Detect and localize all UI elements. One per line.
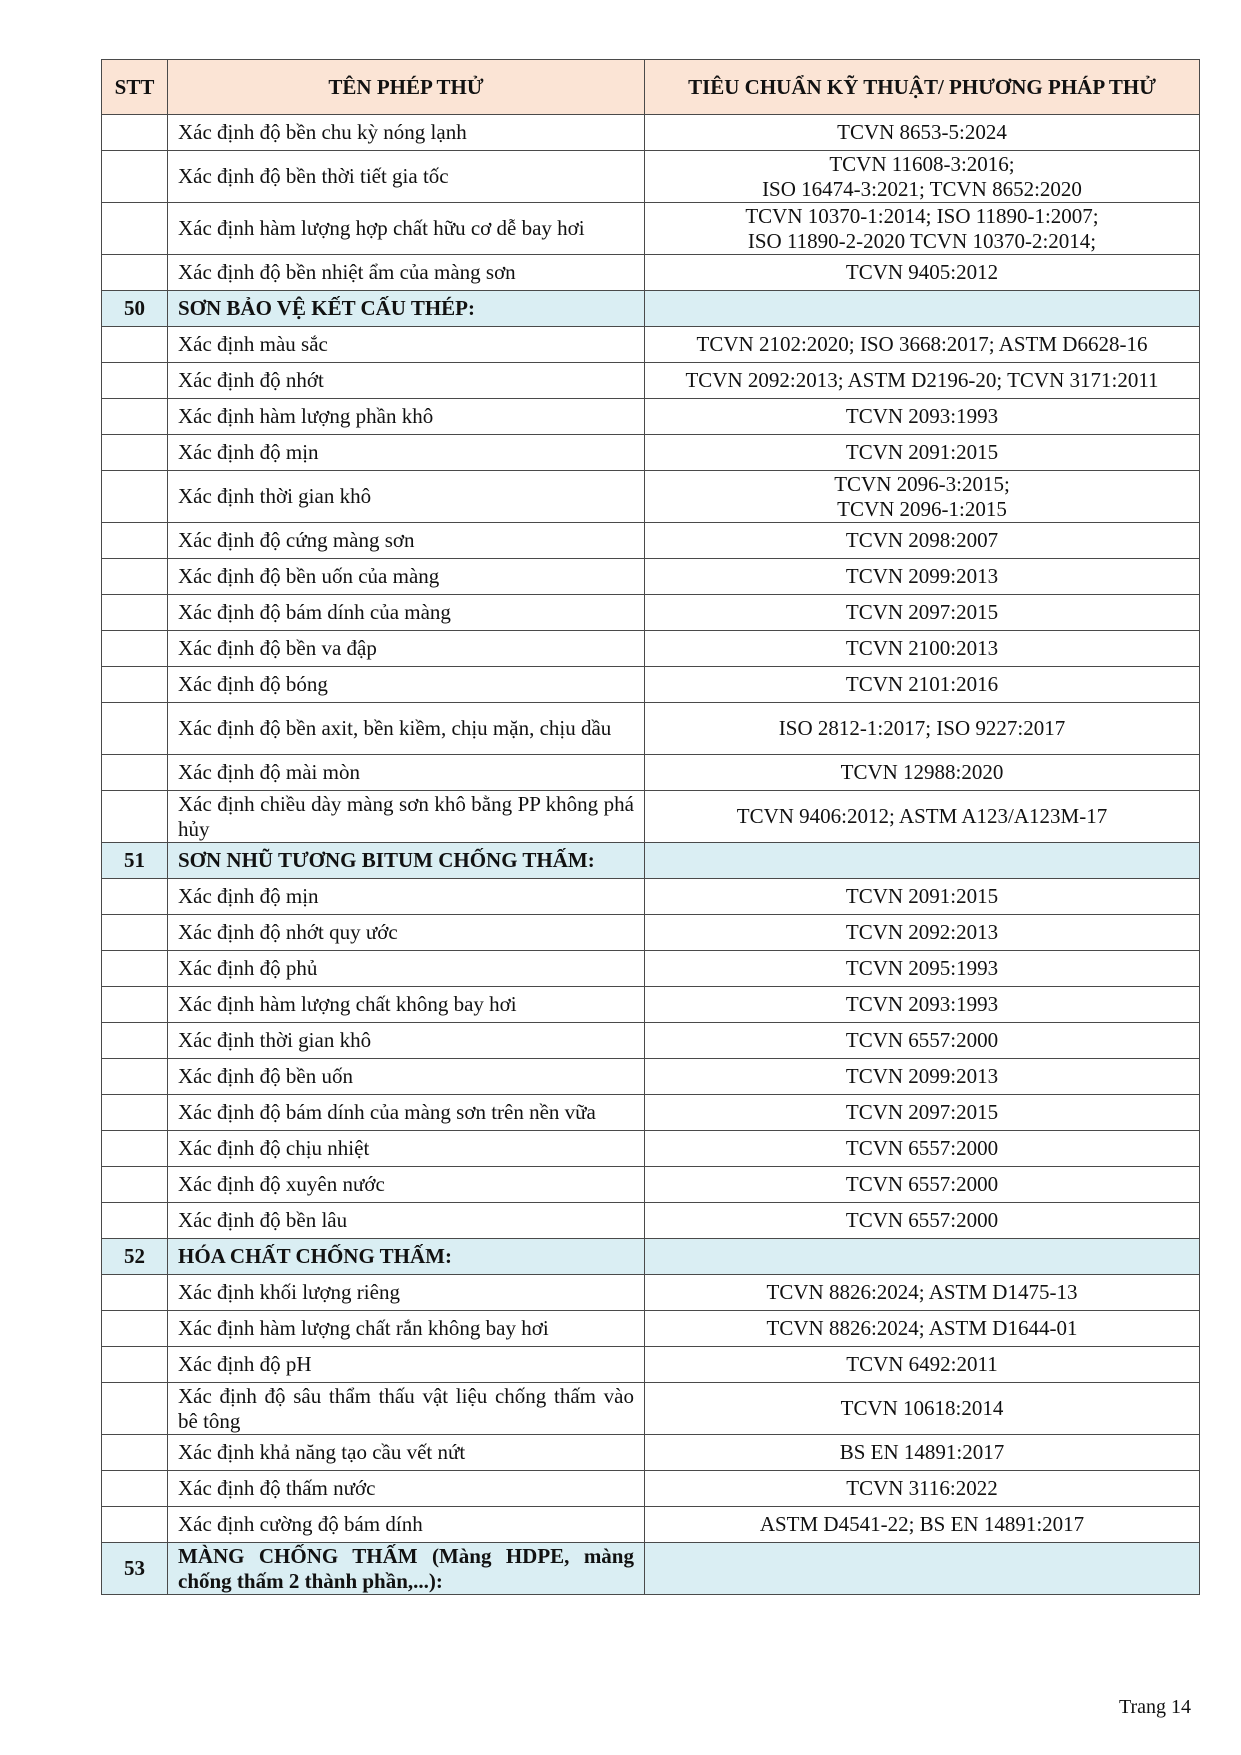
- table-row: [102, 559, 1200, 595]
- cell-test-name: Xác định độ bền axit, bền kiềm, chịu mặn, chịu dầu: [168, 703, 645, 755]
- cell-test-name: Xác định độ chịu nhiệt: [168, 1131, 645, 1167]
- cell-test-name: Xác định độ mịn: [168, 879, 645, 915]
- standard-line: TCVN 2101:2016: [845, 672, 999, 696]
- cell-stt: [102, 203, 168, 255]
- cell-standard: [645, 1543, 1200, 1595]
- standard-line: TCVN 2099:2013: [845, 1064, 999, 1088]
- cell-stt: [102, 1275, 168, 1311]
- cell-test-name: Xác định độ bóng: [168, 667, 645, 703]
- cell-stt: [102, 471, 168, 523]
- cell-test-name: Xác định độ nhớt: [168, 363, 645, 399]
- standard-line: TCVN 6557:2000: [845, 1172, 999, 1196]
- cell-test-name: Xác định độ bền chu kỳ nóng lạnh: [168, 115, 645, 151]
- cell-test-name: Xác định màu sắc: [168, 327, 645, 363]
- standard-line: TCVN 12988:2020: [840, 760, 1004, 784]
- cell-standard: [645, 203, 1200, 255]
- table-row: [102, 631, 1200, 667]
- cell-standard: [645, 879, 1200, 915]
- table-row: [102, 915, 1200, 951]
- table-row: [102, 755, 1200, 791]
- cell-standard: [645, 1023, 1200, 1059]
- cell-test-name: Xác định độ bền uốn: [168, 1059, 645, 1095]
- cell-stt: [102, 703, 168, 755]
- header-standard: TIÊU CHUẨN KỸ THUẬT/ PHƯƠNG PHÁP THỬ: [645, 60, 1200, 115]
- standard-line: TCVN 3116:2022: [846, 1476, 998, 1500]
- standard-line: TCVN 8826:2024; ASTM D1644-01: [766, 1316, 1078, 1340]
- table-row: [102, 879, 1200, 915]
- standard-line: TCVN 9406:2012; ASTM A123/A123M-17: [736, 804, 1108, 828]
- standard-line: ISO 11890-2-2020 TCVN 10370-2:2014;: [747, 228, 1097, 253]
- cell-standard: [645, 1507, 1200, 1543]
- standard-line: TCVN 2096-1:2015: [837, 496, 1007, 521]
- cell-standard: [645, 1471, 1200, 1507]
- cell-stt: 50: [102, 291, 168, 327]
- table-row: [102, 1311, 1200, 1347]
- cell-standard: [645, 703, 1200, 755]
- cell-standard: [645, 1059, 1200, 1095]
- table-row: [102, 1347, 1200, 1383]
- section-title: SƠN NHŨ TƯƠNG BITUM CHỐNG THẤM:: [168, 843, 645, 879]
- table-row: [102, 471, 1200, 523]
- cell-stt: [102, 255, 168, 291]
- cell-stt: [102, 1507, 168, 1543]
- table-row: [102, 1059, 1200, 1095]
- table-row: [102, 703, 1200, 755]
- standard-line: TCVN 2098:2007: [845, 528, 999, 552]
- cell-standard: [645, 1167, 1200, 1203]
- cell-test-name: Xác định hàm lượng chất rắn không bay hơi: [168, 1311, 645, 1347]
- cell-stt: [102, 667, 168, 703]
- table-row: [102, 151, 1200, 203]
- standard-line: TCVN 6557:2000: [845, 1028, 999, 1052]
- cell-standard: [645, 987, 1200, 1023]
- table-row: [102, 435, 1200, 471]
- cell-stt: [102, 755, 168, 791]
- standard-line: TCVN 2097:2015: [845, 600, 999, 624]
- cell-stt: [102, 151, 168, 203]
- cell-test-name: Xác định độ bám dính của màng sơn trên nền vữa: [168, 1095, 645, 1131]
- cell-test-name: Xác định cường độ bám dính: [168, 1507, 645, 1543]
- standard-line: TCVN 9405:2012: [845, 260, 999, 284]
- standard-line: TCVN 11608-3:2016;: [829, 151, 1015, 176]
- table-row: [102, 327, 1200, 363]
- test-standards-table: [101, 59, 1200, 1595]
- cell-test-name: Xác định độ xuyên nước: [168, 1167, 645, 1203]
- cell-test-name: Xác định khối lượng riêng: [168, 1275, 645, 1311]
- table-row: [102, 1023, 1200, 1059]
- section-title: MÀNG CHỐNG THẤM (Màng HDPE, màng chống thấm 2 thành phần,...):: [168, 1543, 645, 1595]
- cell-stt: [102, 879, 168, 915]
- cell-standard: [645, 291, 1200, 327]
- table-row: [102, 399, 1200, 435]
- table-row: [102, 363, 1200, 399]
- standard-line: TCVN 6557:2000: [845, 1136, 999, 1160]
- cell-stt: [102, 791, 168, 843]
- cell-standard: [645, 1347, 1200, 1383]
- standard-line: TCVN 2100:2013: [845, 636, 999, 660]
- standard-line: TCVN 2095:1993: [845, 956, 999, 980]
- standard-line: TCVN 10370-1:2014; ISO 11890-1:2007;: [745, 203, 1099, 228]
- table-row: [102, 1471, 1200, 1507]
- section-row: [102, 1239, 1200, 1275]
- cell-standard: [645, 843, 1200, 879]
- cell-standard: [645, 327, 1200, 363]
- cell-standard: [645, 595, 1200, 631]
- cell-test-name: Xác định độ thấm nước: [168, 1471, 645, 1507]
- standard-line: ISO 16474-3:2021; TCVN 8652:2020: [762, 176, 1082, 201]
- cell-test-name: Xác định thời gian khô: [168, 471, 645, 523]
- cell-standard: [645, 471, 1200, 523]
- cell-test-name: Xác định độ bám dính của màng: [168, 595, 645, 631]
- cell-stt: [102, 1203, 168, 1239]
- cell-standard: [645, 667, 1200, 703]
- table-header-row: [102, 60, 1200, 115]
- table-row: [102, 1131, 1200, 1167]
- cell-stt: [102, 1471, 168, 1507]
- cell-test-name: Xác định độ bền nhiệt ẩm của màng sơn: [168, 255, 645, 291]
- table-row: [102, 255, 1200, 291]
- standard-line: BS EN 14891:2017: [839, 1440, 1005, 1464]
- cell-test-name: Xác định hàm lượng chất không bay hơi: [168, 987, 645, 1023]
- cell-stt: [102, 915, 168, 951]
- section-title: SƠN BẢO VỆ KẾT CẤU THÉP:: [168, 291, 645, 327]
- standard-line: TCVN 2093:1993: [845, 992, 999, 1016]
- cell-test-name: Xác định hàm lượng hợp chất hữu cơ dễ bay hơi: [168, 203, 645, 255]
- table-row: [102, 1203, 1200, 1239]
- table-row: [102, 523, 1200, 559]
- standard-line: TCVN 10618:2014: [840, 1396, 1004, 1420]
- cell-test-name: Xác định độ bền lâu: [168, 1203, 645, 1239]
- standard-line: ASTM D4541-22; BS EN 14891:2017: [759, 1512, 1085, 1536]
- cell-test-name: Xác định hàm lượng phần khô: [168, 399, 645, 435]
- standard-line: TCVN 2092:2013: [845, 920, 999, 944]
- cell-standard: [645, 151, 1200, 203]
- cell-stt: [102, 631, 168, 667]
- standard-line: TCVN 2091:2015: [845, 440, 999, 464]
- section-row: [102, 291, 1200, 327]
- cell-stt: [102, 1131, 168, 1167]
- cell-stt: [102, 523, 168, 559]
- table-row: [102, 1167, 1200, 1203]
- standard-line: TCVN 6492:2011: [846, 1352, 998, 1376]
- cell-standard: [645, 1435, 1200, 1471]
- header-test-name: TÊN PHÉP THỬ: [168, 60, 645, 115]
- section-title: HÓA CHẤT CHỐNG THẤM:: [168, 1239, 645, 1275]
- cell-stt: [102, 1095, 168, 1131]
- table-row: [102, 951, 1200, 987]
- cell-test-name: Xác định độ nhớt quy ước: [168, 915, 645, 951]
- cell-stt: [102, 1059, 168, 1095]
- cell-standard: [645, 755, 1200, 791]
- table-row: [102, 115, 1200, 151]
- table-body: [102, 115, 1200, 1595]
- cell-standard: [645, 1095, 1200, 1131]
- cell-stt: [102, 1383, 168, 1435]
- cell-standard: [645, 559, 1200, 595]
- table-row: [102, 1507, 1200, 1543]
- cell-standard: [645, 1383, 1200, 1435]
- cell-stt: 52: [102, 1239, 168, 1275]
- standard-line: TCVN 8653-5:2024: [837, 120, 1007, 144]
- standard-line: TCVN 2102:2020; ISO 3668:2017; ASTM D6628-16: [696, 332, 1148, 356]
- cell-test-name: Xác định khả năng tạo cầu vết nứt: [168, 1435, 645, 1471]
- standard-line: TCVN 2096-3:2015;: [834, 471, 1010, 496]
- table-row: [102, 667, 1200, 703]
- cell-standard: [645, 523, 1200, 559]
- cell-stt: [102, 1023, 168, 1059]
- cell-test-name: Xác định độ cứng màng sơn: [168, 523, 645, 559]
- cell-standard: [645, 363, 1200, 399]
- cell-standard: [645, 915, 1200, 951]
- cell-stt: [102, 1311, 168, 1347]
- standard-line: TCVN 2097:2015: [845, 1100, 999, 1124]
- cell-stt: [102, 399, 168, 435]
- cell-stt: [102, 435, 168, 471]
- cell-stt: [102, 363, 168, 399]
- standard-line: TCVN 8826:2024; ASTM D1475-13: [766, 1280, 1078, 1304]
- section-row: [102, 1543, 1200, 1595]
- cell-test-name: Xác định độ bền thời tiết gia tốc: [168, 151, 645, 203]
- standard-line: ISO 2812-1:2017; ISO 9227:2017: [778, 716, 1066, 740]
- cell-test-name: Xác định độ bền uốn của màng: [168, 559, 645, 595]
- cell-stt: [102, 987, 168, 1023]
- table-row: [102, 791, 1200, 843]
- cell-test-name: Xác định độ sâu thẩm thấu vật liệu chống thấm vào bê tông: [168, 1383, 645, 1435]
- cell-stt: [102, 1347, 168, 1383]
- table-row: [102, 1435, 1200, 1471]
- standard-line: TCVN 2093:1993: [845, 404, 999, 428]
- page-number: Trang 14: [1118, 1696, 1191, 1718]
- cell-test-name: Xác định độ bền va đập: [168, 631, 645, 667]
- cell-standard: [645, 435, 1200, 471]
- cell-test-name: Xác định độ phủ: [168, 951, 645, 987]
- standard-line: TCVN 2092:2013; ASTM D2196-20; TCVN 3171:2011: [685, 368, 1159, 392]
- table-row: [102, 203, 1200, 255]
- cell-standard: [645, 255, 1200, 291]
- cell-stt: [102, 115, 168, 151]
- cell-standard: [645, 1239, 1200, 1275]
- cell-stt: [102, 1167, 168, 1203]
- table-row: [102, 1275, 1200, 1311]
- cell-stt: [102, 327, 168, 363]
- cell-standard: [645, 791, 1200, 843]
- cell-standard: [645, 1131, 1200, 1167]
- cell-stt: [102, 1435, 168, 1471]
- standard-line: TCVN 6557:2000: [845, 1208, 999, 1232]
- standard-line: TCVN 2099:2013: [845, 564, 999, 588]
- cell-stt: [102, 951, 168, 987]
- cell-standard: [645, 115, 1200, 151]
- cell-stt: [102, 559, 168, 595]
- table-row: [102, 595, 1200, 631]
- cell-standard: [645, 631, 1200, 667]
- cell-stt: 53: [102, 1543, 168, 1595]
- cell-stt: 51: [102, 843, 168, 879]
- header-stt: STT: [102, 60, 168, 115]
- cell-test-name: Xác định độ pH: [168, 1347, 645, 1383]
- cell-standard: [645, 1311, 1200, 1347]
- cell-test-name: Xác định độ mài mòn: [168, 755, 645, 791]
- table-row: [102, 1095, 1200, 1131]
- table-row: [102, 987, 1200, 1023]
- cell-stt: [102, 595, 168, 631]
- section-row: [102, 843, 1200, 879]
- cell-standard: [645, 1203, 1200, 1239]
- cell-standard: [645, 1275, 1200, 1311]
- cell-test-name: Xác định chiều dày màng sơn khô bằng PP không phá hủy: [168, 791, 645, 843]
- cell-test-name: Xác định thời gian khô: [168, 1023, 645, 1059]
- cell-standard: [645, 399, 1200, 435]
- standard-line: TCVN 2091:2015: [845, 884, 999, 908]
- table-row: [102, 1383, 1200, 1435]
- cell-test-name: Xác định độ mịn: [168, 435, 645, 471]
- cell-standard: [645, 951, 1200, 987]
